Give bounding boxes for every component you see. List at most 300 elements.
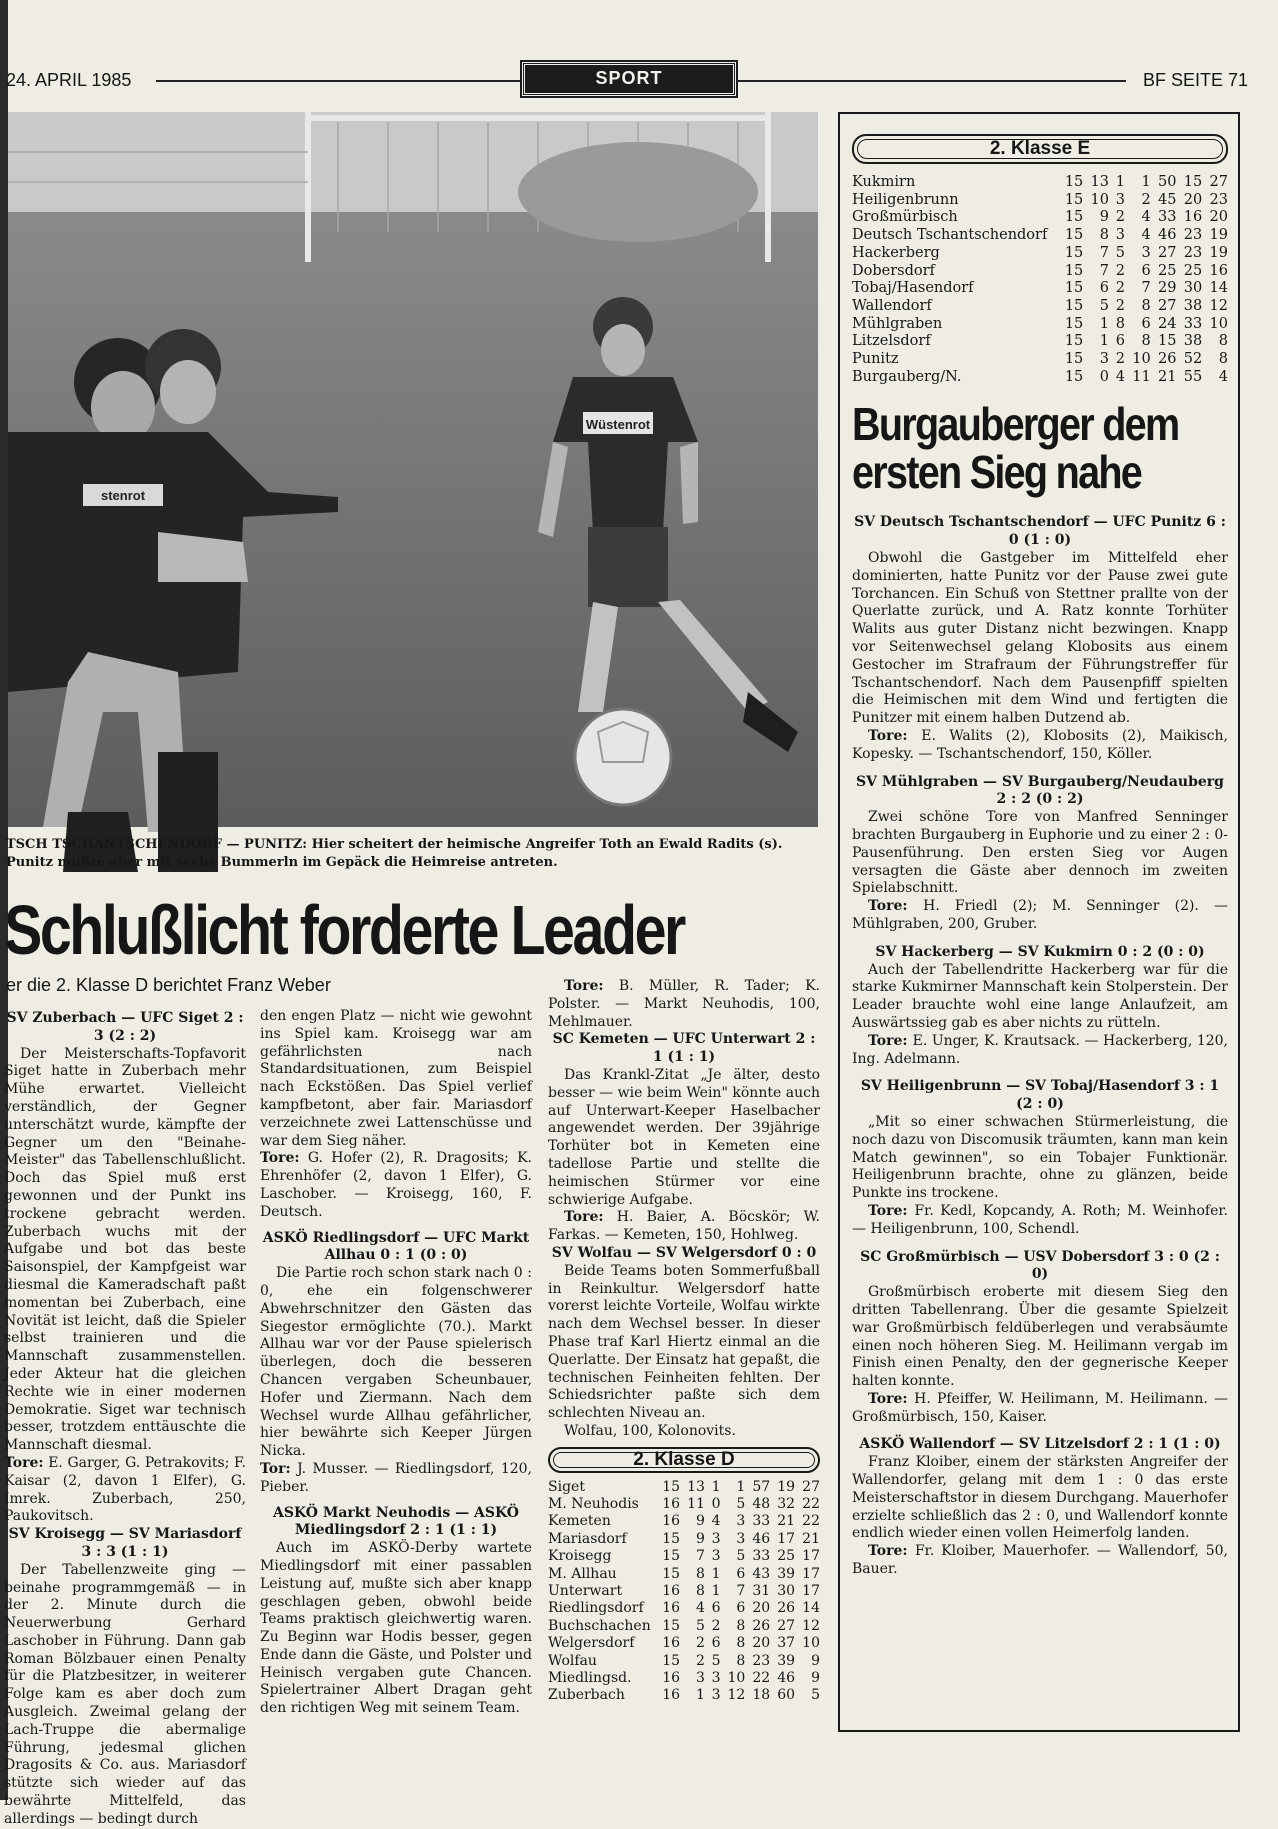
table-d-row (548, 1635, 820, 1652)
article-column-3 (548, 978, 820, 1705)
scorers-line: Tore: H. Friedl (2); M. Senninger (2). — Mühlgraben, 200, Gruber. (852, 898, 1228, 932)
stat-cell: 39 (777, 1565, 796, 1582)
stat-cell: 39 (777, 1652, 796, 1669)
stat-cell: 19 (777, 1478, 796, 1495)
table-d-row (548, 1566, 820, 1583)
stat-cell: 8 (1099, 227, 1109, 244)
stat-cell: 27 (1158, 297, 1177, 314)
team-name: M. Neuhodis (548, 1495, 639, 1512)
stat-cell: 8 (736, 1635, 746, 1652)
stat-cell: 0 (1099, 368, 1109, 385)
scorers-label: Tore: (4, 1454, 44, 1471)
stat-cell: 24 (1158, 315, 1177, 332)
article-column-1 (4, 1010, 246, 1829)
team-name: Riedlingsdorf (548, 1600, 644, 1617)
team-name: Miedlingsd. (548, 1669, 632, 1686)
stat-cell: 12 (727, 1687, 746, 1704)
stat-cell: 18 (752, 1687, 771, 1704)
stat-cell: 43 (752, 1565, 771, 1582)
stat-cell: 2 (1115, 351, 1126, 368)
team-name: Siget (548, 1478, 585, 1495)
stat-cell: 16 (662, 1600, 681, 1617)
stat-cell: 50 (1158, 174, 1177, 190)
stat-cell: 15 (1064, 209, 1084, 226)
stat-cell: 4 (711, 1513, 721, 1530)
table-e-row (852, 369, 1228, 387)
stat-cell: 33 (1158, 209, 1177, 226)
stat-cell: 16 (662, 1635, 681, 1652)
stat-cell: 27 (802, 1478, 820, 1495)
stat-cell: 25 (777, 1548, 796, 1565)
scorers-label: Tor: (260, 1460, 291, 1477)
stat-cell: 15 (1064, 297, 1084, 314)
stat-cell: 2 (1115, 209, 1126, 226)
stat-cell: 3 (696, 1669, 705, 1686)
stat-cell: 22 (752, 1669, 771, 1686)
team-name: Wolfau (548, 1652, 597, 1669)
stat-cell: 52 (1183, 351, 1203, 368)
stat-cell: 4 (1141, 227, 1151, 244)
table-d-row (548, 1531, 820, 1548)
team-name: Wallendorf (852, 297, 932, 314)
issue-date: 24. APRIL 1985 (6, 70, 132, 90)
stat-cell: 6 (1099, 280, 1109, 297)
match-heading: SV Wolfau — SV Welgersdorf 0 : 0 (551, 1244, 817, 1261)
stat-cell: 2 (1115, 280, 1126, 297)
scorers-label: Tore: (564, 1209, 604, 1226)
stat-cell: 8 (696, 1582, 705, 1599)
stat-cell: 33 (752, 1548, 771, 1565)
stat-cell: 21 (1158, 368, 1177, 385)
table-d-row (548, 1600, 820, 1617)
stat-cell: 23 (1209, 191, 1228, 208)
stat-cell: 15 (1064, 262, 1084, 279)
stat-cell: 15 (1183, 174, 1203, 190)
stat-cell: 1 (1115, 174, 1126, 190)
stat-cell: 9 (811, 1652, 820, 1669)
stat-cell: 38 (1183, 333, 1203, 350)
article-paragraph: Der Meisterschafts-Topfavorit Siget hatte in Zuberbach mehr Mühe erwartet. Vielleicht verständlich, der Gegner unterschätzt wurde, kämpfte der Gegner um den "Beinahe-Meister" das Tabellenschlußlicht. Doch das Spiel muß erst gewonnen und der Punkt ins trockene gebracht werden. Zuberbach wuchs mit der Aufgabe und bot das beste Saisonspiel, der Kampfgeist war diesmal die Kameradschaft paßt momentan bei Zuberbach, eine Novität ist leicht, daß die Spieler selbst trainieren und die Mannschaft zusammenstellen. Jeder Akteur hat die gleichen Rechte wie in einer modernen Demokratie. Siget war technisch besser, trotzdem enttäuschte die Mannschaft diesmal. (4, 1045, 246, 1454)
stat-cell: 6 (1115, 333, 1126, 350)
stat-cell: 17 (802, 1548, 820, 1565)
header-rule-right (736, 80, 1126, 82)
table-e-title: 2. Klasse E (852, 134, 1228, 164)
header-rule-left (156, 80, 520, 82)
stat-cell: 6 (1141, 315, 1151, 332)
right-headline: Burgauberger dem ersten Sieg nahe (852, 398, 1179, 499)
page-header (6, 62, 1248, 96)
stat-cell: 15 (662, 1565, 681, 1582)
article-paragraph: Der Tabellenzweite ging — beinahe programmgemäß — in der 2. Minute durch die Neuerwerbung Gerhard Laschober in Führung. Dann gab Roman Bölzbauer einen Penalty für die Platzbesitzer, in weiterer Folge kam es aber doch zum Ausgleich. Zweimal gelang der Lach-Truppe die abermalige Führung, jedesmal glichen Dragosits & Co. aus. Mariasdorf stützte sich wieder auf das bewährte Mittelfeld, das allerdings — bedingt durch (4, 1561, 246, 1827)
stat-cell: 13 (1090, 174, 1109, 190)
scorers-label: Tore: (868, 1202, 915, 1219)
stat-cell: 57 (752, 1478, 771, 1495)
team-name: Heiligenbrunn (852, 191, 959, 208)
team-name: Kroisegg (548, 1548, 612, 1565)
stat-cell: 19 (1209, 244, 1228, 261)
match-heading: SC Großmürbisch — USV Dobersdorf 3 : 0 (2 : 0) (860, 1248, 1220, 1283)
league-table-e (852, 174, 1228, 386)
stat-cell: 5 (1099, 297, 1109, 314)
stat-cell: 0 (711, 1495, 721, 1512)
venue-line: Wolfau, 100, Kolonovits. (564, 1422, 736, 1439)
stat-cell: 38 (1183, 297, 1203, 314)
stat-cell: 3 (1115, 191, 1126, 208)
stat-cell: 20 (752, 1600, 771, 1617)
table-e-row (852, 245, 1228, 263)
team-name: Großmürbisch (852, 209, 958, 226)
stat-cell: 5 (736, 1548, 746, 1565)
team-name: Litzelsdorf (852, 333, 931, 350)
stat-cell: 31 (752, 1582, 771, 1599)
article-paragraph: Obwohl die Gastgeber im Mittelfeld eher dominierten, hatte Punitz vor der Pause zwei gute Torchancen. Ein Schuß von Stettner prallte von der Querlatte zurück, und A. Ratz konnte Torhüter Walits aus guter Distanz nicht bezwingen. Knapp vor Seitenwechsel gelang Klobosits aus einem Gestocher im Strafraum der Führungstreffer für Tschantschendorf. Nach dem Pausenpfiff spielten die Heimischen mit dem Wind und fertigten die Punitzer mit einem halben Dutzend ab. (852, 550, 1228, 727)
table-e-row (852, 333, 1228, 351)
stat-cell: 27 (777, 1617, 796, 1634)
stat-cell: 3 (711, 1669, 721, 1686)
stat-cell: 2 (1141, 191, 1151, 208)
stat-cell: 16 (662, 1513, 681, 1530)
stat-cell: 26 (752, 1617, 771, 1634)
table-e-row (852, 192, 1228, 210)
stat-cell: 12 (1209, 297, 1228, 314)
stat-cell: 5 (811, 1687, 820, 1704)
stat-cell: 60 (777, 1687, 796, 1704)
stat-cell: 10 (1132, 351, 1151, 368)
stat-cell: 29 (1158, 280, 1177, 297)
stat-cell: 22 (802, 1513, 820, 1530)
stat-cell: 1 (1099, 333, 1109, 350)
stat-cell: 3 (736, 1530, 746, 1547)
table-d-row (548, 1496, 820, 1513)
stat-cell: 37 (777, 1635, 796, 1652)
stat-cell: 1 (736, 1478, 746, 1495)
stat-cell: 10 (1209, 315, 1228, 332)
scorers-line (548, 1209, 820, 1245)
table-e-row (852, 227, 1228, 245)
scorers-text: B. Müller, R. Tader; K. Polster. — Markt Neuhodis, 100, Mehlmauer. (548, 978, 821, 1030)
stat-cell: 1 (696, 1687, 705, 1704)
stat-cell: 23 (1183, 244, 1203, 261)
stat-cell: 7 (1141, 280, 1151, 297)
scorers-label: Tore: (868, 728, 922, 744)
scorers-text: J. Musser. — Riedlingsdorf, 120, Pieber. (260, 1460, 532, 1495)
stat-cell: 30 (1183, 280, 1203, 297)
stat-cell: 12 (802, 1617, 820, 1634)
article-column-2 (260, 1008, 532, 1718)
stat-cell: 1 (711, 1582, 721, 1599)
stat-cell: 15 (1064, 351, 1084, 368)
stat-cell: 15 (1158, 333, 1177, 350)
stat-cell: 8 (1218, 333, 1228, 350)
table-e-row (852, 174, 1228, 192)
team-name: Dobersdorf (852, 262, 935, 279)
section-label: SPORT (522, 62, 736, 96)
table-d-row (548, 1583, 820, 1600)
left-byline: er die 2. Klasse D berichtet Franz Weber (6, 975, 331, 995)
stat-cell: 33 (1183, 315, 1203, 332)
stat-cell: 15 (1064, 174, 1084, 190)
match-heading: ASKÖ Markt Neuhodis — ASKÖ Miedlingsdorf 2 : 1 (1 : 1) (273, 1504, 519, 1539)
right-box (838, 112, 1240, 1732)
scorers-label: Tore: (260, 1150, 300, 1167)
stat-cell: 5 (711, 1652, 721, 1669)
table-e-row (852, 209, 1228, 227)
stat-cell: 32 (777, 1495, 796, 1512)
article-paragraph: Zwei schöne Tore von Manfred Senninger brachten Burgauberg in Euphorie und zu einer 2 : 0-Pausenführung. Den ersten Sieg vor Augen versagten die Gäste aber dennoch im zweiten Spielabschnitt. (852, 809, 1228, 897)
stat-cell: 6 (1141, 262, 1151, 279)
table-d-row (548, 1653, 820, 1670)
table-d-row (548, 1670, 820, 1687)
table-d-title: 2. Klasse D (548, 1447, 820, 1473)
scorers-text: H. Baier, A. Böcskör; W. Farkas. — Kemeten, 150, Hohlweg. (548, 1209, 821, 1244)
stat-cell: 4 (1218, 368, 1228, 385)
stat-cell: 46 (777, 1669, 796, 1686)
stat-cell: 2 (1115, 297, 1126, 314)
article-paragraph: Die Partie roch schon stark nach 0 : 0, ehe ein folgenschwerer Abwehrschnitzer den Gästen das Siegestor ermöglichte (70.). Markt Allhau war vor der Pause spielerisch überlegen, doch die besseren Chancen vergaben Scheunbauer, Hofer und Ziermann. Nach dem Wechsel wurde Allhau gefährlicher, hier bewährte sich Keeper Jürgen Nicka. (260, 1265, 532, 1460)
shirt-sponsor-text: Wüstenrot (585, 417, 651, 432)
article-paragraph: Großmürbisch eroberte mit diesem Sieg den dritten Tabellenrang. Über die gesamte Spielzeit war Großmürbisch feldüberlegen und verabsäumte einen noch höheren Sieg. M. Heilimann vergab im Finish einen Penalty, den der gegnerische Keeper halten konnte. (852, 1284, 1228, 1390)
scorers-label: Tore: (868, 1543, 915, 1560)
team-name: Kemeten (548, 1513, 611, 1530)
match-heading: ASKÖ Riedlingsdorf — UFC Markt Allhau 0 : 1 (0 : 0) (262, 1229, 530, 1264)
scorers-line: Tore: H. Pfeiffer, W. Heilimann, M. Heilimann. — Großmürbisch, 150, Kaiser. (852, 1390, 1228, 1425)
match-heading: SV Mühlgraben — SV Burgauberg/Neudauberg 2 : 2 (0 : 2) (856, 773, 1224, 808)
scorers-label: Tore: (868, 898, 924, 915)
stat-cell: 8 (1218, 351, 1228, 368)
table-e-row (852, 316, 1228, 334)
stat-cell: 48 (752, 1495, 771, 1512)
stat-cell: 46 (1158, 227, 1177, 244)
stat-cell: 13 (687, 1478, 705, 1495)
scorers-label: Tore: (868, 1390, 915, 1407)
article-paragraph: Auch im ASKÖ-Derby wartete Miedlingsdorf mit einer passablen Leistung auf, mußte sich aber knapp geschlagen geben, obwohl beide Teams praktisch gleichwertig waren. Zu Beginn war Hodis besser, gegen Ende dann die Gäste, und Polster und Heinisch vergaben gute Chancen. Spielertrainer Albert Dragan geht den richtigen Weg mit seinem Team. (260, 1540, 532, 1717)
stat-cell: 45 (1158, 191, 1177, 208)
scorers-label: Tore: (564, 978, 604, 994)
match-heading: SV Zuberbach — UFC Siget 2 : 3 (2 : 2) (6, 1010, 244, 1044)
scorers-line: Tore: Fr. Kedl, Kopcandy, A. Roth; M. Weinhofer. — Heiligenbrunn, 100, Schendl. (852, 1202, 1228, 1237)
stat-cell: 20 (1183, 191, 1203, 208)
team-name: Buchschachen (548, 1617, 651, 1634)
article-paragraph: „Mit so einer schwachen Stürmerleistung, die noch dazu von Discomusik träumten, kann man kein Match gewinnen", so ein Tobajer Funktionär. Heiligenbrunn brachte, ohne zu glänzen, beide Punkte ins trockene. (852, 1113, 1228, 1202)
article-paragraph: Franz Kloiber, einem der stärksten Angreifer der Wallendorfer, gelang mit dem 1 : 0 das erste Meisterschaftstor in diesem Durchgang. Mauerhofer erzielte schließlich das 2 : 0, und Wallendorf konnte endlich wieder einen vollen Heimerfolg landen. (852, 1454, 1228, 1542)
table-e-row (852, 280, 1228, 298)
team-name: Welgersdorf (548, 1635, 635, 1652)
stat-cell: 21 (777, 1513, 796, 1530)
stat-cell: 20 (1209, 209, 1228, 226)
table-e-row (852, 298, 1228, 316)
stat-cell: 10 (1090, 191, 1109, 208)
stat-cell: 7 (1099, 244, 1109, 261)
match-heading: SV Deutsch Tschantschendorf — UFC Punitz 6 : 0 (1 : 0) (854, 514, 1226, 549)
league-table-d (548, 1479, 820, 1705)
scorers-line (548, 978, 820, 1031)
stat-cell: 16 (1183, 209, 1203, 226)
table-e-row (852, 351, 1228, 369)
match-heading: SV Kroisegg — SV Mariasdorf 3 : 3 (1 : 1) (8, 1526, 242, 1560)
scorers-line (260, 1150, 532, 1221)
stat-cell: 8 (736, 1617, 746, 1634)
stat-cell: 8 (736, 1652, 746, 1669)
scorers-line (4, 1455, 246, 1526)
stat-cell: 5 (1115, 244, 1126, 261)
table-d-row (548, 1687, 820, 1704)
stat-cell: 4 (696, 1600, 705, 1617)
stat-cell: 2 (696, 1635, 705, 1652)
stat-cell: 16 (662, 1687, 681, 1704)
stat-cell: 3 (711, 1548, 721, 1565)
stat-cell: 22 (802, 1495, 820, 1512)
stat-cell: 15 (1064, 315, 1084, 332)
team-name: Punitz (852, 351, 899, 368)
stat-cell: 2 (1115, 262, 1126, 279)
team-name: Kukmirn (852, 174, 916, 190)
stat-cell: 16 (662, 1669, 681, 1686)
stat-cell: 19 (1209, 227, 1228, 244)
stat-cell: 10 (727, 1669, 746, 1686)
stat-cell: 10 (802, 1635, 820, 1652)
stat-cell: 3 (1115, 227, 1126, 244)
stat-cell: 25 (1183, 262, 1203, 279)
shirt-sponsor-text-2: stenrot (100, 488, 146, 503)
scorers-line: Tore: E. Unger, K. Krautsack. — Hackerberg, 120, Ing. Adelmann. (852, 1032, 1228, 1067)
team-name: Mühlgraben (852, 315, 943, 332)
stat-cell: 2 (696, 1652, 705, 1669)
stat-cell: 9 (696, 1513, 705, 1530)
match-photo (8, 112, 818, 827)
stat-cell: 4 (1141, 209, 1151, 226)
stat-cell: 23 (752, 1652, 771, 1669)
stat-cell: 15 (1064, 280, 1084, 297)
stat-cell: 15 (1064, 191, 1084, 208)
stat-cell: 17 (777, 1530, 796, 1547)
scorers-line: Tore: E. Walits (2), Klobosits (2), Maikisch, Kopesky. — Tschantschendorf, 150, Köller. (852, 728, 1228, 762)
team-name: Zuberbach (548, 1687, 625, 1704)
stat-cell: 6 (711, 1635, 721, 1652)
stat-cell: 3 (711, 1687, 721, 1704)
stat-cell: 55 (1183, 368, 1203, 385)
stat-cell: 11 (687, 1495, 705, 1512)
stat-cell: 11 (1132, 368, 1151, 385)
article-paragraph: Auch der Tabellendritte Hackerberg war für die starke Kukmirner Mannschaft kein Stolperstein. Der Leader brauchte wohl eine lange Anlaufzeit, am Auswärtssieg gab es aber nichts zu rütteln. (852, 961, 1228, 1031)
team-name: Unterwart (548, 1582, 623, 1599)
stat-cell: 7 (736, 1582, 746, 1599)
table-d-row (548, 1513, 820, 1530)
stat-cell: 15 (1064, 227, 1084, 244)
scorers-text: G. Hofer (2), R. Dragosits; K. Ehrenhöfer (2, davon 1 Elfer), G. Laschober. — Kroisegg, 160, F. Deutsch. (260, 1150, 532, 1220)
table-d-row (548, 1479, 820, 1496)
photo-caption: TSCH TSCHANTSCHENDORF — PUNITZ: Hier scheitert der heimische Angreifer Toth an Ewald Radits (s). Punitz mußte aber mit sechs Bummerln im Gepäck die Heimreise antreten. (6, 837, 783, 870)
stat-cell: 8 (696, 1565, 705, 1582)
stat-cell: 15 (662, 1530, 681, 1547)
page-number: BF SEITE 71 (1142, 70, 1248, 90)
stat-cell: 8 (1141, 297, 1151, 314)
stat-cell: 2 (711, 1617, 721, 1634)
stat-cell: 15 (1064, 333, 1084, 350)
team-name: Deutsch Tschantschendorf (852, 227, 1048, 244)
team-name: Mariasdorf (548, 1530, 627, 1547)
right-article-body (852, 514, 1228, 1578)
stat-cell: 21 (802, 1530, 820, 1547)
stat-cell: 6 (736, 1565, 746, 1582)
stat-cell: 17 (802, 1565, 820, 1582)
team-name: M. Allhau (548, 1565, 617, 1582)
stat-cell: 4 (1115, 368, 1126, 385)
scorers-label: Tore: (868, 1032, 913, 1049)
match-heading: SC Kemeten — UFC Unterwart 2 : 1 (1 : 1) (552, 1031, 816, 1066)
left-headline: Schlußlicht forderte Leader (4, 891, 684, 969)
stat-cell: 7 (696, 1548, 705, 1565)
article-paragraph: Das Krankl-Zitat „Je älter, desto besser — wie beim Wein" könnte auch auf Unterwart-Keeper Haselbacher angewendet werden. Der 39jährige Torhüter bot in Kemeten eine tadellose Partie und stellte die heimischen Stürmer vor eine schwierige Aufgabe. (548, 1066, 820, 1208)
stat-cell: 15 (1064, 244, 1084, 261)
stat-cell: 5 (736, 1495, 746, 1512)
stat-cell: 1 (711, 1565, 721, 1582)
stat-cell: 15 (1064, 368, 1084, 385)
table-d-row (548, 1618, 820, 1635)
stat-cell: 27 (1158, 244, 1177, 261)
stat-cell: 15 (662, 1548, 681, 1565)
stat-cell: 26 (1158, 351, 1177, 368)
team-name: Tobaj/Hasendorf (852, 280, 974, 297)
stat-cell: 16 (1209, 262, 1228, 279)
match-heading: SV Hackerberg — SV Kukmirn 0 : 2 (0 : 0) (875, 943, 1205, 960)
stat-cell: 1 (1141, 174, 1151, 190)
stat-cell: 9 (811, 1669, 820, 1686)
match-heading: SV Heiligenbrunn — SV Tobaj/Hasendorf 3 : 1 (2 : 0) (860, 1078, 1220, 1113)
article-paragraph: den engen Platz — nicht wie gewohnt ins Spiel kam. Kroisegg war am gefährlichsten nach Standardsituationen, zum Beispiel nach Eckstößen. Das Spiel verlief kampfbetont, aber fair. Mariasdorf verzeichnete zwei Lattenschüsse und war dem Sieg näher. (260, 1008, 532, 1149)
stat-cell: 6 (711, 1600, 721, 1617)
stat-cell: 3 (711, 1530, 721, 1547)
stat-cell: 30 (777, 1582, 796, 1599)
stat-cell: 27 (1209, 174, 1228, 190)
stat-cell: 26 (777, 1600, 796, 1617)
scorers-text: E. Garger, G. Petrakovits; F. Kaisar (2, davon 1 Elfer), G. Imrek. Zuberbach, 250, Paukovitsch. (4, 1454, 246, 1525)
stat-cell: 3 (1099, 351, 1109, 368)
team-name: Hackerberg (852, 244, 940, 261)
stat-cell: 6 (736, 1600, 746, 1617)
stat-cell: 7 (1099, 262, 1109, 279)
match-heading: ASKÖ Wallendorf — SV Litzelsdorf 2 : 1 (1 : 0) (859, 1436, 1221, 1453)
stat-cell: 1 (711, 1478, 721, 1495)
stat-cell: 16 (662, 1495, 681, 1512)
stat-cell: 33 (752, 1513, 771, 1530)
stat-cell: 9 (696, 1530, 705, 1547)
stat-cell: 16 (662, 1582, 681, 1599)
stat-cell: 14 (1209, 280, 1228, 297)
stat-cell: 8 (1141, 333, 1151, 350)
stat-cell: 1 (1099, 315, 1109, 332)
stat-cell: 25 (1158, 262, 1177, 279)
article-paragraph: Beide Teams boten Sommerfußball in Reinkultur. Welgersdorf hatte vorerst leichte Vorteile, Wolfau wirkte nach dem Wechsel besser. In dieser Phase traf Karl Hiertz einmal an die Querlatte. Der Einsatz hat gepaßt, die technischen Feinheiten fehlten. Der Schiedsrichter paßte sich dem schlechten Niveau an. (548, 1262, 820, 1422)
table-e-row (852, 263, 1228, 281)
stat-cell: 3 (1141, 244, 1151, 261)
stat-cell: 5 (696, 1617, 705, 1634)
scorers-line (260, 1461, 532, 1497)
stat-cell: 14 (802, 1600, 820, 1617)
stat-cell: 9 (1099, 209, 1109, 226)
table-d-row (548, 1548, 820, 1565)
stat-cell: 15 (662, 1652, 681, 1669)
team-name: Burgauberg/N. (852, 368, 962, 385)
stat-cell: 15 (662, 1617, 681, 1634)
stat-cell: 46 (752, 1530, 771, 1547)
stat-cell: 20 (752, 1635, 771, 1652)
stat-cell: 8 (1115, 315, 1126, 332)
stat-cell: 17 (802, 1582, 820, 1599)
stat-cell: 3 (736, 1513, 746, 1530)
stat-cell: 15 (662, 1478, 681, 1495)
stat-cell: 23 (1183, 227, 1203, 244)
football-photo-illustration (8, 112, 818, 827)
